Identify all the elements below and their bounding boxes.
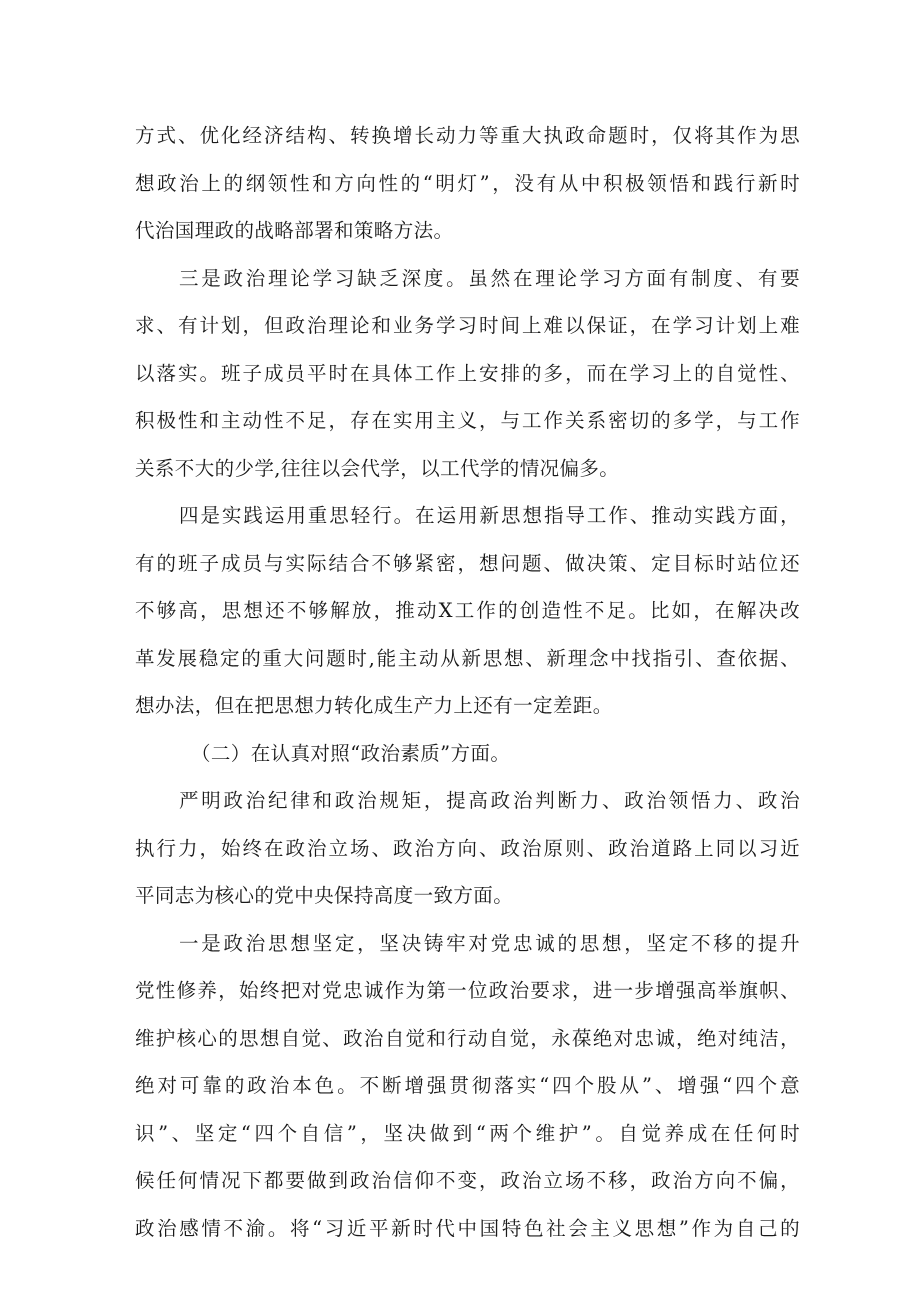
text-line: 政治感情不渝。将“习近平新时代中国特色社会主义思想”作为自己的 [135, 1216, 800, 1240]
text-line: 执行力，始终在政治立场、政治方向、政治原则、政治道路上同以习近 [135, 836, 800, 860]
text-line: 三是政治理论学习缺乏深度。虽然在理论学习方面有制度、有要 [179, 266, 800, 290]
text-line: 维护核心的思想自觉、政治自觉和行动自觉，永葆绝对忠诚，绝对纯洁， [135, 1026, 800, 1050]
text-line: 候任何情况下都要做到政治信仰不变，政治立场不移，政治方向不偏， [135, 1169, 800, 1192]
text-line: 平同志为核心的党中央保持高度一致方面。 [135, 884, 514, 907]
text-line: 革发展稳定的重大问题时,能主动从新思想、新理念中找指引、查依据、 [135, 646, 800, 670]
section-heading: （二）在认真对照“政治素质”方面。 [191, 741, 511, 765]
document-body [135, 112, 800, 1252]
text-line: 严明政治纪律和政治规矩，提高政治判断力、政治领悟力、政治 [179, 789, 800, 812]
text-line: 不够高，思想还不够解放，推动X工作的创造性不足。比如，在解决改 [135, 599, 800, 622]
text-line: 想办法，但在把思想力转化成生产力上还有一定差距。 [135, 694, 613, 717]
text-line: 党性修养，始终把对党忠诚作为第一位政治要求，进一步增强高举旗帜、 [135, 979, 800, 1002]
text-line: 方式、优化经济结构、转换增长动力等重大执政命题时，仅将其作为思 [135, 124, 800, 147]
text-line: 绝对可靠的政治本色。不断增强贯彻落实“四个股从”、增强“四个意 [135, 1074, 800, 1097]
text-line: 有的班子成员与实际结合不够紧密，想问题、做决策、定目标时站位还 [135, 551, 800, 575]
text-line: 识”、坚定“四个自信”，坚决做到“两个维护”。自觉养成在任何时 [135, 1121, 800, 1145]
text-line: 想政治上的纲领性和方向性的“明灯”，没有从中积极领悟和践行新时 [135, 171, 800, 195]
text-line: 关系不大的少学,往往以会代学，以工代学的情况偏多。 [135, 456, 620, 480]
text-line: 求、有计划，但政治理论和业务学习时间上难以保证，在学习计划上难 [135, 314, 800, 337]
text-line: 四是实践运用重思轻行。在运用新思想指导工作、推动实践方面， [179, 504, 800, 527]
text-line: 代治国理政的战略部署和策略方法。 [135, 219, 454, 242]
text-line: 以落实。班子成员平时在具体工作上安排的多，而在学习上的自觉性、 [135, 361, 800, 385]
text-line: 一是政治思想坚定，坚决铸牢对党忠诚的思想，坚定不移的提升 [179, 931, 800, 955]
text-line: 积极性和主动性不足，存在实用主义，与工作关系密切的多学，与工作 [135, 409, 800, 432]
